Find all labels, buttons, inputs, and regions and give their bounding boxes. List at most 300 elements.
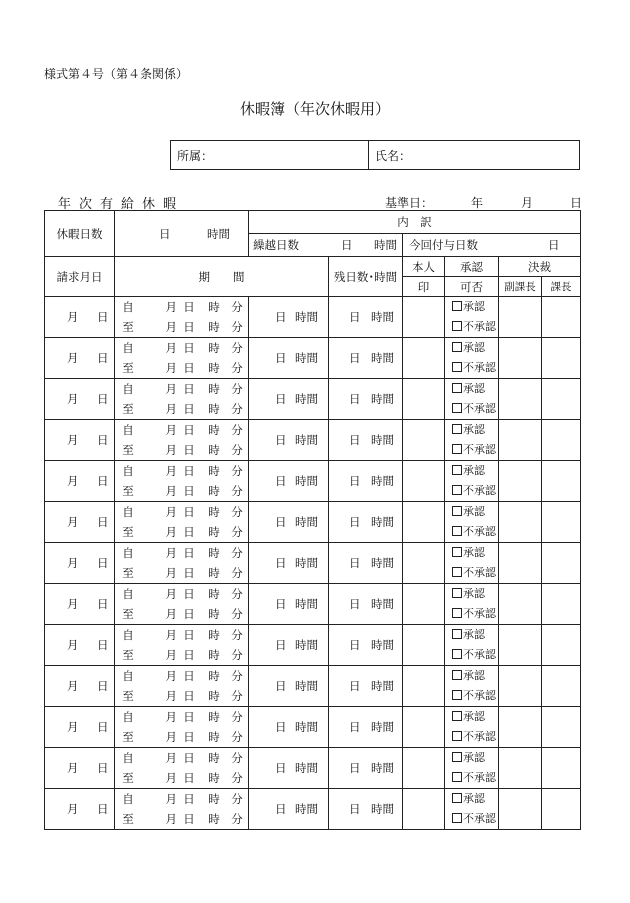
from-minute-unit: 分 [231, 751, 243, 765]
from-hour-unit: 時 [208, 546, 220, 560]
from-label: 自 [122, 464, 134, 478]
to-day-unit: 日 [183, 443, 195, 457]
to-minute-unit: 分 [231, 607, 243, 621]
approve-checkbox[interactable] [452, 789, 498, 809]
from-day-unit: 日 [183, 792, 195, 806]
to-minute-unit: 分 [231, 525, 243, 539]
approve-checkbox[interactable] [452, 297, 498, 317]
reject-checkbox[interactable] [452, 317, 498, 337]
period-cell[interactable] [115, 666, 249, 707]
duration-day-unit: 日 [275, 515, 287, 529]
reject-checkbox[interactable] [452, 686, 498, 706]
seal-cell[interactable] [403, 625, 445, 666]
row-day-unit: 日 [97, 515, 109, 529]
duration-cell[interactable] [249, 379, 329, 420]
duration-cell[interactable] [249, 502, 329, 543]
row-day-unit: 日 [97, 474, 109, 488]
to-hour-unit: 時 [208, 320, 220, 334]
chief-cell[interactable] [542, 584, 581, 625]
from-label: 自 [122, 546, 134, 560]
request-date-cell[interactable] [45, 666, 115, 707]
to-label: 至 [122, 648, 134, 662]
remaining-hours-unit: 時間 [371, 638, 394, 652]
approval-header: 承認 [445, 257, 499, 277]
request-date-cell[interactable] [45, 789, 115, 830]
row-month-unit: 月 [67, 474, 79, 488]
duration-hours-unit: 時間 [295, 638, 318, 652]
seal-header: 印 [403, 277, 445, 297]
row-day-unit: 日 [97, 679, 109, 693]
period-cell[interactable] [115, 789, 249, 830]
remaining-day-unit: 日 [349, 474, 361, 488]
period-cell[interactable] [115, 584, 249, 625]
duration-hours-unit: 時間 [295, 597, 318, 611]
to-hour-unit: 時 [208, 771, 220, 785]
request-date-cell[interactable] [45, 379, 115, 420]
from-label: 自 [122, 505, 134, 519]
remaining-hours-unit: 時間 [371, 802, 394, 816]
approval-cell [445, 625, 499, 666]
row-month-unit: 月 [67, 556, 79, 570]
reject-checkbox[interactable] [452, 481, 498, 501]
period-cell[interactable] [115, 502, 249, 543]
from-day-unit: 日 [183, 341, 195, 355]
duration-cell[interactable] [249, 707, 329, 748]
chief-cell[interactable] [542, 543, 581, 584]
reject-checkbox[interactable] [452, 563, 498, 583]
duration-day-unit: 日 [275, 433, 287, 447]
duration-cell[interactable] [249, 338, 329, 379]
department-field[interactable] [171, 141, 369, 170]
from-minute-unit: 分 [231, 587, 243, 601]
from-hour-unit: 時 [208, 587, 220, 601]
duration-cell[interactable] [249, 297, 329, 338]
remaining-cell[interactable] [329, 707, 403, 748]
approve-label: 承認 [463, 587, 485, 600]
seal-cell[interactable] [403, 543, 445, 584]
from-month-unit: 月 [165, 464, 177, 478]
period-cell[interactable] [115, 297, 249, 338]
reject-checkbox[interactable] [452, 727, 498, 747]
to-hour-unit: 時 [208, 648, 220, 662]
seal-cell[interactable] [403, 379, 445, 420]
approve-checkbox[interactable] [452, 543, 498, 563]
from-month-unit: 月 [165, 669, 177, 683]
vice-chief-cell[interactable] [499, 543, 542, 584]
decision-header: 決裁 [499, 257, 581, 277]
to-minute-unit: 分 [231, 361, 243, 375]
checkbox-icon [452, 526, 462, 536]
period-cell[interactable] [115, 625, 249, 666]
from-label: 自 [122, 382, 134, 396]
remaining-day-unit: 日 [349, 310, 361, 324]
period-cell[interactable] [115, 338, 249, 379]
duration-cell[interactable] [249, 666, 329, 707]
remaining-day-unit: 日 [349, 802, 361, 816]
vice-chief-cell[interactable] [499, 625, 542, 666]
grant-cell[interactable] [403, 234, 581, 257]
from-minute-unit: 分 [231, 546, 243, 560]
leave-table [44, 210, 581, 830]
approve-checkbox[interactable] [452, 379, 498, 399]
approve-checkbox[interactable] [452, 707, 498, 727]
remaining-cell[interactable] [329, 420, 403, 461]
vice-chief-cell[interactable] [499, 379, 542, 420]
chief-cell[interactable] [542, 338, 581, 379]
chief-cell[interactable] [542, 461, 581, 502]
seal-cell[interactable] [403, 461, 445, 502]
to-hour-unit: 時 [208, 525, 220, 539]
row-month-unit: 月 [67, 392, 79, 406]
vice-chief-cell[interactable] [499, 461, 542, 502]
leave-row [45, 461, 581, 502]
request-date-cell[interactable] [45, 584, 115, 625]
chief-cell[interactable] [542, 625, 581, 666]
duration-hours-unit: 時間 [295, 720, 318, 734]
carryover-cell[interactable] [249, 234, 403, 257]
vice-chief-cell[interactable] [499, 666, 542, 707]
checkbox-icon [452, 547, 462, 557]
reject-label: 不承認 [463, 812, 496, 825]
base-date-year: 年 [471, 196, 484, 210]
duration-hours-unit: 時間 [295, 433, 318, 447]
request-date-cell[interactable] [45, 461, 115, 502]
row-month-unit: 月 [67, 761, 79, 775]
approve-label: 承認 [463, 300, 485, 313]
from-minute-unit: 分 [231, 341, 243, 355]
to-day-unit: 日 [183, 730, 195, 744]
row-month-unit: 月 [67, 802, 79, 816]
section-title: 年次有給休暇 [58, 197, 185, 212]
seal-cell[interactable] [403, 502, 445, 543]
approve-checkbox[interactable] [452, 338, 498, 358]
from-hour-unit: 時 [208, 341, 220, 355]
from-minute-unit: 分 [231, 505, 243, 519]
duration-day-unit: 日 [275, 802, 287, 816]
approve-checkbox[interactable] [452, 625, 498, 645]
chief-cell[interactable] [542, 297, 581, 338]
from-day-unit: 日 [183, 751, 195, 765]
reject-label: 不承認 [463, 484, 496, 497]
checkbox-icon [452, 362, 462, 372]
remaining-hours-unit: 時間 [371, 679, 394, 693]
to-month-unit: 月 [165, 607, 177, 621]
approve-label: 承認 [463, 341, 485, 354]
remaining-hours-unit: 時間 [371, 761, 394, 775]
remaining-hours-unit: 時間 [371, 433, 394, 447]
request-date-cell[interactable] [45, 625, 115, 666]
remaining-hours-unit: 時間 [371, 597, 394, 611]
vice-chief-cell[interactable] [499, 297, 542, 338]
reject-checkbox[interactable] [452, 604, 498, 624]
duration-cell[interactable] [249, 420, 329, 461]
breakdown-header: 内 訳 [249, 211, 581, 234]
checkbox-icon [452, 383, 462, 393]
remaining-cell[interactable] [329, 543, 403, 584]
from-minute-unit: 分 [231, 710, 243, 724]
from-day-unit: 日 [183, 587, 195, 601]
approve-checkbox[interactable] [452, 420, 498, 440]
request-date-cell[interactable] [45, 420, 115, 461]
reject-checkbox[interactable] [452, 809, 498, 829]
row-day-unit: 日 [97, 720, 109, 734]
chief-header: 課長 [542, 277, 581, 297]
from-day-unit: 日 [183, 669, 195, 683]
vice-chief-cell[interactable] [499, 502, 542, 543]
duration-day-unit: 日 [275, 392, 287, 406]
checkbox-icon [452, 485, 462, 495]
leave-days-day-unit: 日 [159, 226, 171, 241]
reject-checkbox[interactable] [452, 358, 498, 378]
from-label: 自 [122, 751, 134, 765]
remaining-cell[interactable] [329, 666, 403, 707]
request-date-cell[interactable] [45, 707, 115, 748]
approve-checkbox[interactable] [452, 584, 498, 604]
to-month-unit: 月 [165, 730, 177, 744]
vice-chief-cell[interactable] [499, 584, 542, 625]
from-hour-unit: 時 [208, 669, 220, 683]
from-label: 自 [122, 628, 134, 642]
checkbox-icon [452, 629, 462, 639]
duration-cell[interactable] [249, 461, 329, 502]
department-label: 所属： [177, 148, 214, 163]
duration-cell[interactable] [249, 789, 329, 830]
seal-cell[interactable] [403, 297, 445, 338]
approval-cell [445, 666, 499, 707]
checkbox-icon [452, 670, 462, 680]
approve-label: 承認 [463, 669, 485, 682]
seal-cell[interactable] [403, 707, 445, 748]
row-month-unit: 月 [67, 638, 79, 652]
request-date-cell[interactable] [45, 502, 115, 543]
reject-label: 不承認 [463, 525, 496, 538]
to-day-unit: 日 [183, 320, 195, 334]
approve-label: 承認 [463, 751, 485, 764]
to-label: 至 [122, 771, 134, 785]
remaining-cell[interactable] [329, 461, 403, 502]
approve-checkbox[interactable] [452, 461, 498, 481]
period-cell[interactable] [115, 707, 249, 748]
remaining-cell[interactable] [329, 338, 403, 379]
to-minute-unit: 分 [231, 812, 243, 826]
remaining-day-unit: 日 [349, 638, 361, 652]
to-hour-unit: 時 [208, 607, 220, 621]
grant-day-unit: 日 [548, 238, 560, 252]
to-day-unit: 日 [183, 607, 195, 621]
period-cell[interactable] [115, 420, 249, 461]
to-day-unit: 日 [183, 525, 195, 539]
seal-cell[interactable] [403, 420, 445, 461]
remaining-hours-unit: 時間 [371, 720, 394, 734]
reject-label: 不承認 [463, 607, 496, 620]
to-label: 至 [122, 525, 134, 539]
to-month-unit: 月 [165, 443, 177, 457]
from-minute-unit: 分 [231, 464, 243, 478]
chief-cell[interactable] [542, 379, 581, 420]
remaining-hours-unit: 時間 [371, 351, 394, 365]
chief-cell[interactable] [542, 707, 581, 748]
row-day-unit: 日 [97, 433, 109, 447]
seal-cell[interactable] [403, 789, 445, 830]
leave-row [45, 748, 581, 789]
request-date-cell[interactable] [45, 297, 115, 338]
from-minute-unit: 分 [231, 669, 243, 683]
seal-cell[interactable] [403, 584, 445, 625]
chief-cell[interactable] [542, 666, 581, 707]
remaining-day-unit: 日 [349, 515, 361, 529]
from-label: 自 [122, 710, 134, 724]
name-field[interactable] [369, 141, 580, 170]
to-hour-unit: 時 [208, 402, 220, 416]
to-label: 至 [122, 320, 134, 334]
seal-cell[interactable] [403, 748, 445, 789]
approve-label: 承認 [463, 710, 485, 723]
checkbox-icon [452, 752, 462, 762]
to-day-unit: 日 [183, 361, 195, 375]
leave-row [45, 379, 581, 420]
row-month-unit: 月 [67, 351, 79, 365]
approve-label: 承認 [463, 505, 485, 518]
vice-chief-header: 副課長 [499, 277, 542, 297]
remaining-day-unit: 日 [349, 597, 361, 611]
duration-day-unit: 日 [275, 720, 287, 734]
reject-label: 不承認 [463, 320, 496, 333]
duration-hours-unit: 時間 [295, 351, 318, 365]
to-hour-unit: 時 [208, 730, 220, 744]
remaining-hours-unit: 時間 [371, 556, 394, 570]
remaining-cell[interactable] [329, 297, 403, 338]
leave-row [45, 420, 581, 461]
period-cell[interactable] [115, 379, 249, 420]
period-cell[interactable] [115, 748, 249, 789]
chief-cell[interactable] [542, 748, 581, 789]
remaining-cell[interactable] [329, 748, 403, 789]
from-label: 自 [122, 423, 134, 437]
vice-chief-cell[interactable] [499, 748, 542, 789]
duration-cell[interactable] [249, 584, 329, 625]
chief-cell[interactable] [542, 420, 581, 461]
to-label: 至 [122, 607, 134, 621]
chief-cell[interactable] [542, 502, 581, 543]
remaining-cell[interactable] [329, 584, 403, 625]
request-date-cell[interactable] [45, 543, 115, 584]
carryover-hours-unit: 時間 [374, 238, 397, 252]
leave-row [45, 625, 581, 666]
carryover-label: 繰越日数 [253, 238, 299, 252]
seal-cell[interactable] [403, 666, 445, 707]
remaining-cell[interactable] [329, 625, 403, 666]
approve-checkbox[interactable] [452, 748, 498, 768]
from-month-unit: 月 [165, 423, 177, 437]
duration-hours-unit: 時間 [295, 556, 318, 570]
from-day-unit: 日 [183, 423, 195, 437]
to-day-unit: 日 [183, 402, 195, 416]
to-day-unit: 日 [183, 566, 195, 580]
to-minute-unit: 分 [231, 402, 243, 416]
reject-checkbox[interactable] [452, 522, 498, 542]
leave-row [45, 666, 581, 707]
to-day-unit: 日 [183, 812, 195, 826]
approval-cell [445, 338, 499, 379]
remaining-day-unit: 日 [349, 761, 361, 775]
leave-row [45, 338, 581, 379]
remaining-cell[interactable] [329, 789, 403, 830]
from-day-unit: 日 [183, 546, 195, 560]
from-hour-unit: 時 [208, 423, 220, 437]
from-day-unit: 日 [183, 382, 195, 396]
remaining-cell[interactable] [329, 502, 403, 543]
duration-day-unit: 日 [275, 679, 287, 693]
from-label: 自 [122, 587, 134, 601]
seal-cell[interactable] [403, 338, 445, 379]
request-date-cell[interactable] [45, 748, 115, 789]
from-month-unit: 月 [165, 587, 177, 601]
remaining-hours-unit: 時間 [371, 310, 394, 324]
to-minute-unit: 分 [231, 443, 243, 457]
duration-hours-unit: 時間 [295, 474, 318, 488]
duration-cell[interactable] [249, 748, 329, 789]
from-minute-unit: 分 [231, 423, 243, 437]
period-cell[interactable] [115, 461, 249, 502]
to-label: 至 [122, 689, 134, 703]
vice-chief-cell[interactable] [499, 789, 542, 830]
from-hour-unit: 時 [208, 710, 220, 724]
remaining-day-unit: 日 [349, 392, 361, 406]
to-hour-unit: 時 [208, 484, 220, 498]
from-month-unit: 月 [165, 505, 177, 519]
row-month-unit: 月 [67, 433, 79, 447]
reject-checkbox[interactable] [452, 645, 498, 665]
reject-checkbox[interactable] [452, 768, 498, 788]
remaining-day-unit: 日 [349, 720, 361, 734]
remaining-cell[interactable] [329, 379, 403, 420]
row-day-unit: 日 [97, 556, 109, 570]
approve-checkbox[interactable] [452, 502, 498, 522]
vice-chief-cell[interactable] [499, 338, 542, 379]
row-day-unit: 日 [97, 802, 109, 816]
leave-days-value[interactable] [115, 211, 249, 257]
reject-checkbox[interactable] [452, 399, 498, 419]
approve-checkbox[interactable] [452, 666, 498, 686]
duration-cell[interactable] [249, 625, 329, 666]
period-cell[interactable] [115, 543, 249, 584]
from-hour-unit: 時 [208, 628, 220, 642]
to-month-unit: 月 [165, 525, 177, 539]
request-date-cell[interactable] [45, 338, 115, 379]
vice-chief-cell[interactable] [499, 707, 542, 748]
row-day-unit: 日 [97, 638, 109, 652]
to-minute-unit: 分 [231, 566, 243, 580]
from-minute-unit: 分 [231, 628, 243, 642]
to-minute-unit: 分 [231, 730, 243, 744]
approve-label: 承認 [463, 464, 485, 477]
reject-checkbox[interactable] [452, 440, 498, 460]
duration-hours-unit: 時間 [295, 761, 318, 775]
vice-chief-cell[interactable] [499, 420, 542, 461]
duration-cell[interactable] [249, 543, 329, 584]
reject-label: 不承認 [463, 648, 496, 661]
checkbox-icon [452, 567, 462, 577]
to-month-unit: 月 [165, 320, 177, 334]
chief-cell[interactable] [542, 789, 581, 830]
row-month-unit: 月 [67, 515, 79, 529]
from-day-unit: 日 [183, 300, 195, 314]
from-label: 自 [122, 669, 134, 683]
checkbox-icon [452, 342, 462, 352]
duration-day-unit: 日 [275, 638, 287, 652]
from-hour-unit: 時 [208, 792, 220, 806]
to-label: 至 [122, 566, 134, 580]
